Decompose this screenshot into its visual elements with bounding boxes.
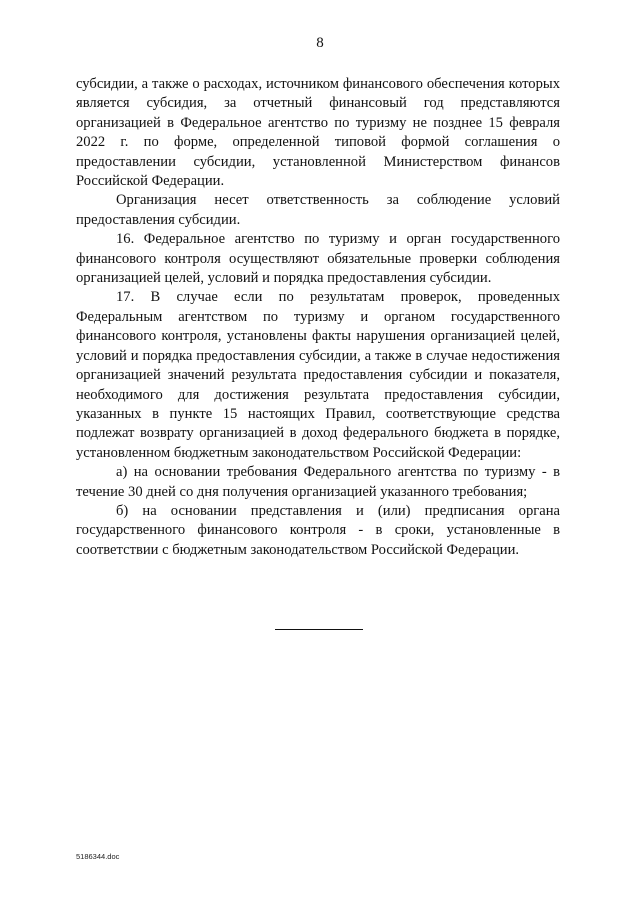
page-number: 8 [316, 35, 324, 51]
document-body [76, 75, 560, 560]
paragraph-subitem-a: а) на основании требования Федерального агентства по туризму - в течение 30 дней со дня получения организацией указанного требования; [76, 464, 560, 500]
paragraph-responsibility: Организация несет ответственность за соблюдение условий предоставления субсидии. [76, 192, 560, 228]
document-file-code: 5186344.doc [76, 852, 120, 861]
paragraph-subitem-b: б) на основании представления и (или) предписания органа государственного финансового контроля - в сроки, установленные в соответствии с бюджетным законодательством Российской Федерации. [76, 502, 560, 558]
paragraph-continuation: субсидии, а также о расходах, источником финансового обеспечения которых является субсидия, за отчетный финансовый год представляются организацией в Федеральное агентство по туризму не позднее 15 февраля 2022 г. по форме, определенной типовой формой соглашения о предоставлении субсидии, установленной Министерством финансов Российской Федерации. [76, 76, 560, 190]
end-separator-line [275, 629, 363, 630]
paragraph-item-17: 17. В случае если по результатам проверок, проведенных Федеральным агентством по туризму и органом государственного финансового контроля, установлены факты нарушения организацией целей, условий и порядка предоставления субсидии, а также в случае недостижения организацией значений результата предоставления субсидии и показателя, необходимого для достижения результата предоставления субсидии, указанных в пункте 15 настоящих Правил, соответствующие средства подлежат возврату организацией в доход федерального бюджета в порядке, установленном бюджетным законодательством Российской Федерации: [76, 289, 560, 461]
paragraph-item-16: 16. Федеральное агентство по туризму и орган государственного финансового контроля осуществляют обязательные проверки соблюдения организацией целей, условий и порядка предоставления субсидии. [76, 231, 560, 287]
